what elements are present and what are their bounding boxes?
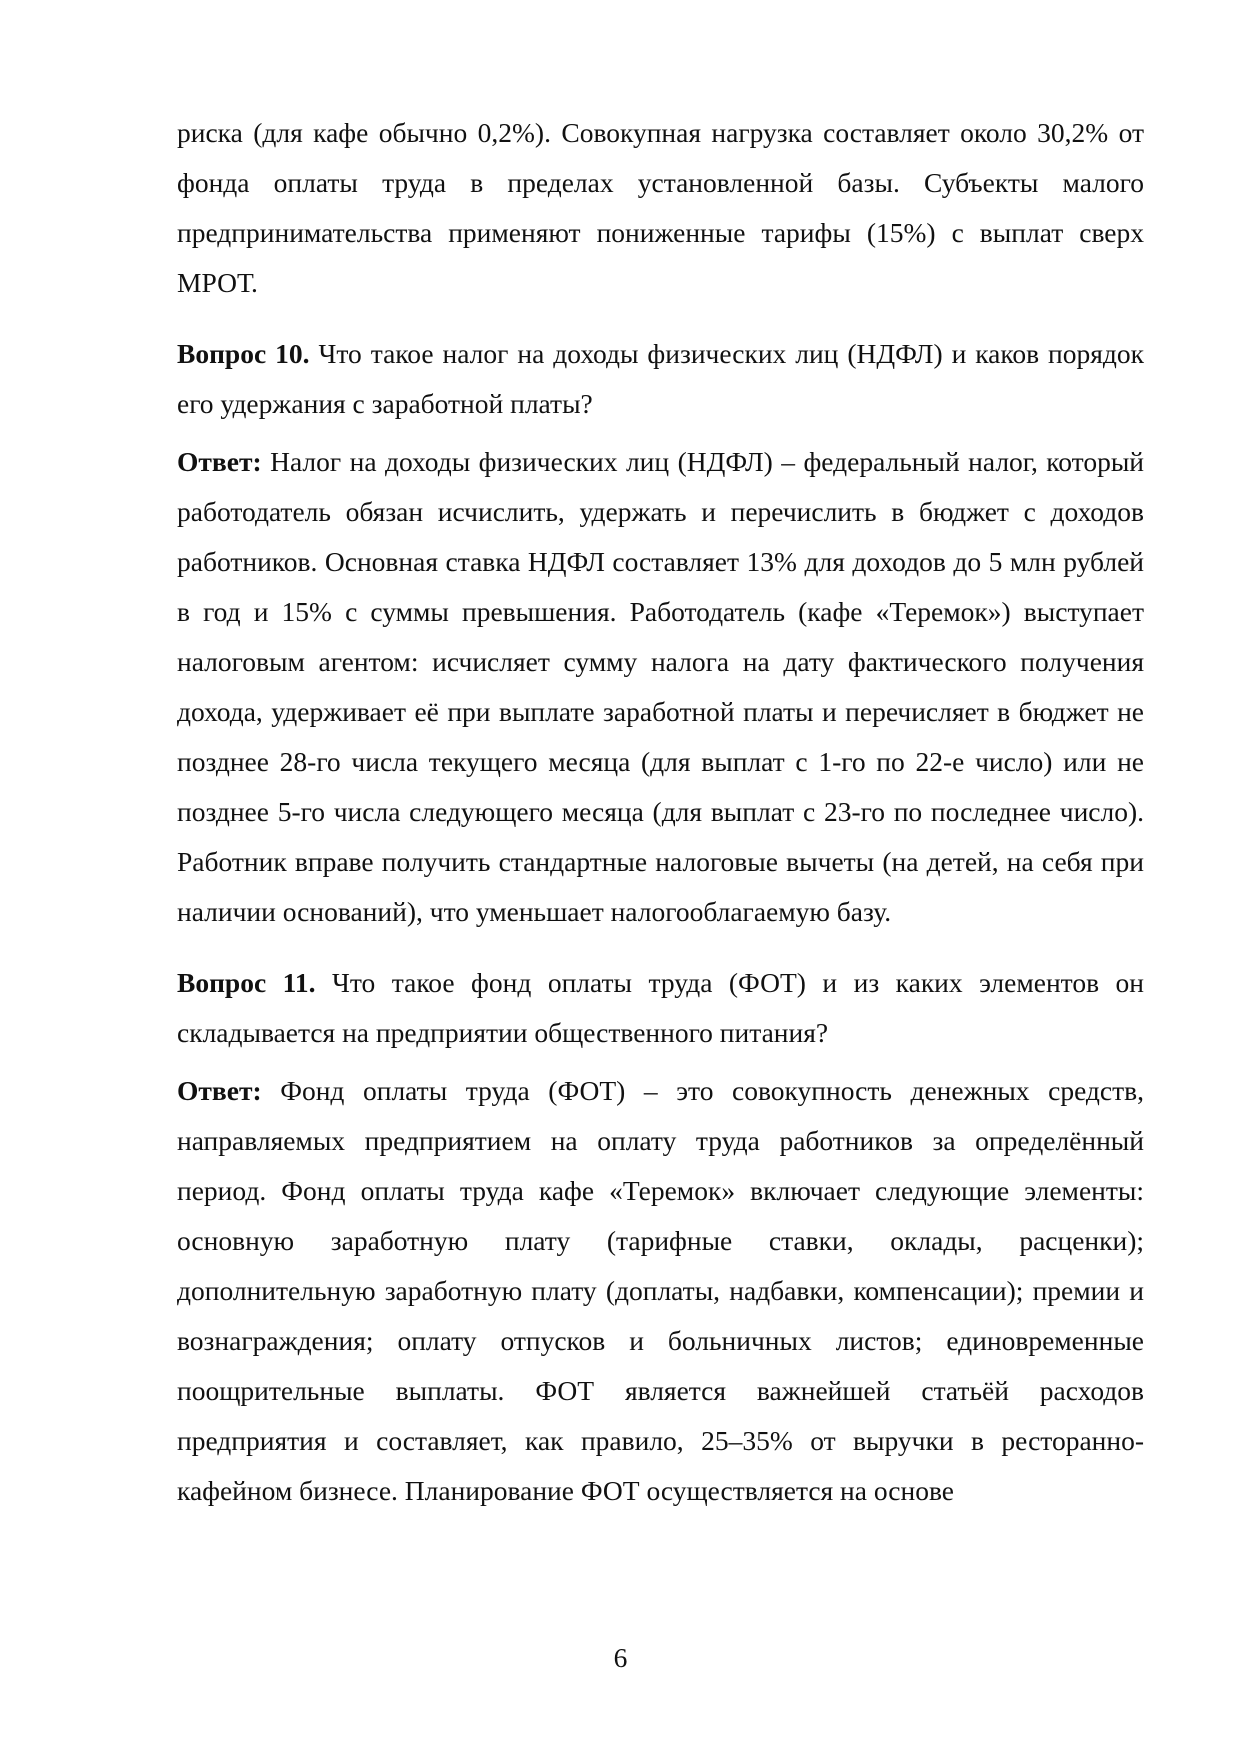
- question-11: [177, 958, 1144, 1058]
- answer-11-label: Ответ:: [177, 1075, 262, 1106]
- answer-10: [177, 437, 1144, 937]
- question-10: [177, 329, 1144, 429]
- question-10-label: Вопрос 10.: [177, 338, 310, 369]
- intro-paragraph: [177, 108, 1144, 308]
- answer-11: [177, 1066, 1144, 1516]
- document-page: [177, 108, 1144, 1516]
- question-11-label: Вопрос 11.: [177, 967, 316, 998]
- page-number: 6: [613, 1642, 628, 1673]
- intro-text: риска (для кафе обычно 0,2%). Совокупная нагрузка составляет около 30,2% от фонда оплаты труда в пределах установленной базы. Субъекты малого предпринимательства применяют пониженные тарифы (15%) с выплат сверх МРОТ.: [177, 117, 1144, 298]
- answer-10-label: Ответ:: [177, 446, 262, 477]
- answer-11-text: Фонд оплаты труда (ФОТ) – это совокупность денежных средств, направляемых предприятием на оплату труда работников за определённый период. Фонд оплаты труда кафе «Теремок» включает следующие элементы: основную заработную плату (тарифные ставки, оклады, расценки); дополнительную заработную плату (доплаты, надбавки, компенсации); премии и вознаграждения; оплату отпусков и больничных листов; единовременные поощрительные выплаты. ФОТ является важнейшей статьёй расходов предприятия и составляет, как правило, 25–35% от выручки в ресторанно-кафейном бизнесе. Планирование ФОТ осуществляется на основе: [177, 1075, 1145, 1506]
- answer-10-text: Налог на доходы физических лиц (НДФЛ) – федеральный налог, который работодатель обязан исчислить, удержать и перечислить в бюджет с доходов работников. Основная ставка НДФЛ составляет 13% для доходов до 5 млн рублей в год и 15% с суммы превышения. Работодатель (кафе «Теремок») выступает налоговым агентом: исчисляет сумму налога на дату фактического получения дохода, удерживает её при выплате заработной платы и перечисляет в бюджет не позднее 28-го числа текущего месяца (для выплат с 1-го по 22-е число) или не позднее 5-го числа следующего месяца (для выплат с 23-го по последнее число). Работник вправе получить стандартные налоговые вычеты (на детей, на себя при наличии оснований), что уменьшает налогооблагаемую базу.: [177, 446, 1145, 927]
- question-10-text: Что такое налог на доходы физических лиц (НДФЛ) и каков порядок его удержания с заработной платы?: [177, 338, 1145, 419]
- question-11-text: Что такое фонд оплаты труда (ФОТ) и из каких элементов он складывается на предприятии общественного питания?: [177, 967, 1145, 1048]
